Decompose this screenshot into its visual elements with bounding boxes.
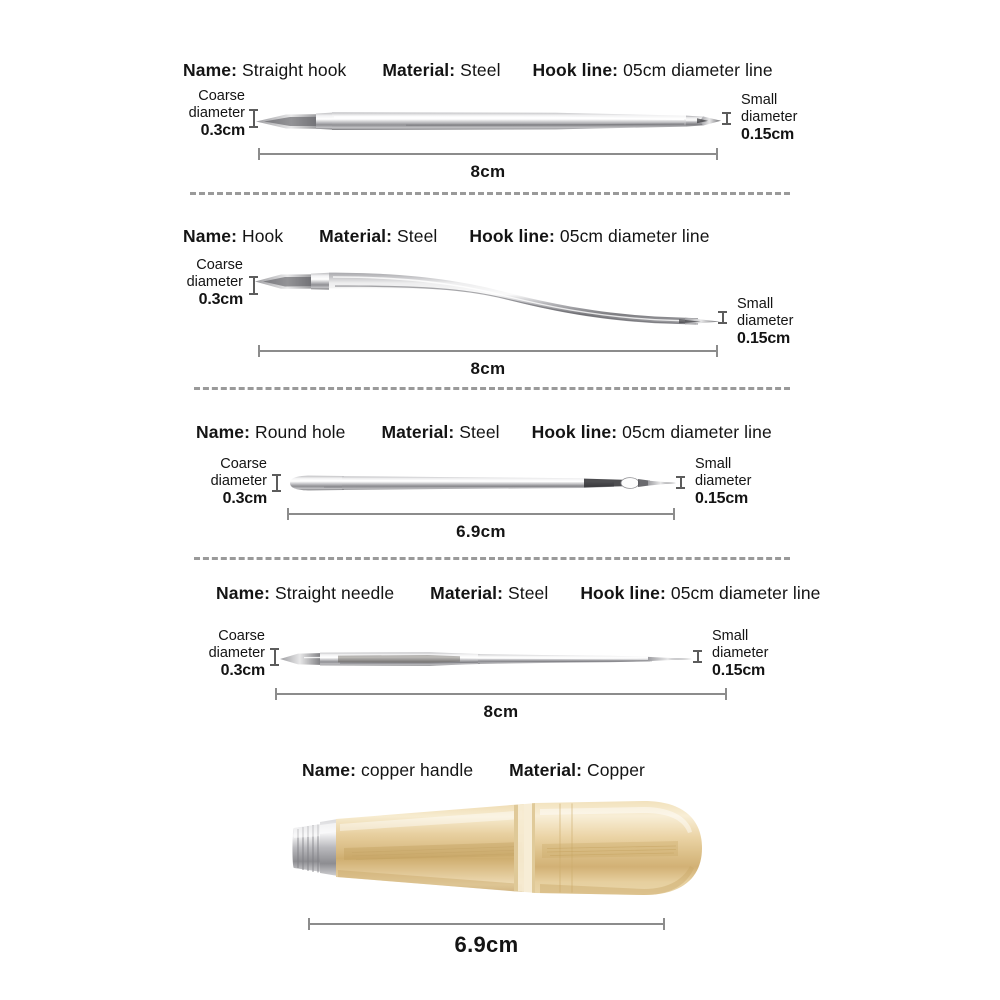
coarse-diameter-ibeam-4	[270, 648, 279, 666]
small-diameter-ibeam-3	[676, 476, 685, 489]
coarse-value: 0.3cm	[222, 490, 267, 507]
dimension-value-3: 6.9cm	[456, 522, 506, 541]
small-diameter-callout-4	[712, 628, 822, 679]
coarse-line-1: Coarse	[220, 456, 267, 472]
hookline-label: Hook line:	[469, 226, 555, 246]
tool-straight-hook	[256, 104, 721, 138]
spec-line-straight-hook	[183, 60, 773, 81]
material-label: Material:	[430, 583, 504, 603]
small-line-1: Small	[741, 92, 778, 108]
small-line-1: Small	[737, 296, 774, 312]
coarse-value: 0.3cm	[220, 662, 265, 679]
name-label: Name:	[302, 760, 356, 780]
material-value: Steel	[507, 583, 549, 603]
coarse-diameter-callout-4	[170, 628, 265, 679]
material-label: Material:	[381, 422, 455, 442]
coarse-diameter-callout-3	[172, 456, 267, 507]
small-line-1: Small	[712, 628, 749, 644]
spec-line-copper-handle	[302, 760, 645, 781]
tool-copper-handle	[292, 792, 702, 904]
small-diameter-callout-2	[737, 296, 847, 347]
small-line-2: diameter	[695, 473, 752, 489]
material-value: Copper	[586, 760, 645, 780]
coarse-diameter-ibeam-3	[272, 474, 281, 492]
dimension-value-2: 8cm	[470, 359, 506, 378]
hookline-label: Hook line:	[532, 60, 619, 80]
coarse-line-2: diameter	[188, 105, 245, 121]
coarse-line-1: Coarse	[196, 257, 243, 273]
small-diameter-ibeam-1	[722, 112, 731, 125]
coarse-line-2: diameter	[210, 473, 267, 489]
dimension-value-5: 6.9cm	[454, 932, 519, 957]
spec-line-hook	[183, 226, 710, 247]
hookline-label: Hook line:	[580, 583, 666, 603]
coarse-line-2: diameter	[208, 645, 265, 661]
name-label: Name:	[196, 422, 250, 442]
name-label: Name:	[183, 60, 237, 80]
name-label: Name:	[183, 226, 237, 246]
spec-line-straight-needle	[216, 583, 821, 604]
separator-1	[190, 192, 790, 195]
dimension-value-1: 8cm	[470, 162, 506, 181]
separator-3	[194, 557, 790, 560]
small-value: 0.15cm	[695, 490, 749, 507]
material-label: Material:	[382, 60, 456, 80]
material-label: Material:	[319, 226, 393, 246]
dimension-value-4: 8cm	[483, 702, 519, 721]
small-line-2: diameter	[737, 313, 794, 329]
name-label: Name:	[216, 583, 270, 603]
hookline-label: Hook line:	[531, 422, 618, 442]
hookline-value: 05cm diameter line	[559, 226, 710, 246]
small-line-2: diameter	[712, 645, 769, 661]
name-value: Straight hook	[241, 60, 347, 80]
material-label: Material:	[509, 760, 583, 780]
coarse-value: 0.3cm	[200, 122, 245, 139]
spec-line-round-hole	[196, 422, 772, 443]
small-diameter-callout-3	[695, 456, 805, 507]
hookline-value: 05cm diameter line	[623, 60, 773, 80]
coarse-line-1: Coarse	[198, 88, 245, 104]
name-value: Straight needle	[274, 583, 395, 603]
small-diameter-callout-1	[741, 92, 851, 143]
coarse-diameter-callout-1	[150, 88, 245, 139]
small-line-2: diameter	[741, 109, 798, 125]
hookline-value: 05cm diameter line	[670, 583, 821, 603]
name-value: Hook	[241, 226, 284, 246]
tool-straight-needle	[280, 648, 692, 670]
name-value: copper handle	[360, 760, 474, 780]
material-value: Steel	[460, 60, 501, 80]
material-value: Steel	[397, 226, 438, 246]
coarse-line-2: diameter	[186, 274, 243, 290]
name-value: Round hole	[254, 422, 346, 442]
small-diameter-ibeam-4	[693, 650, 702, 663]
coarse-diameter-callout-2	[148, 257, 243, 308]
small-line-1: Small	[695, 456, 732, 472]
hookline-value: 05cm diameter line	[622, 422, 772, 442]
coarse-value: 0.3cm	[198, 291, 243, 308]
coarse-line-1: Coarse	[218, 628, 265, 644]
material-value: Steel	[459, 422, 500, 442]
small-value: 0.15cm	[737, 330, 791, 347]
chuck-group	[293, 819, 339, 876]
separator-2	[194, 387, 790, 390]
tool-round-hole	[284, 472, 676, 494]
tool-hook	[255, 266, 720, 328]
small-value: 0.15cm	[741, 126, 795, 143]
small-value: 0.15cm	[712, 662, 766, 679]
